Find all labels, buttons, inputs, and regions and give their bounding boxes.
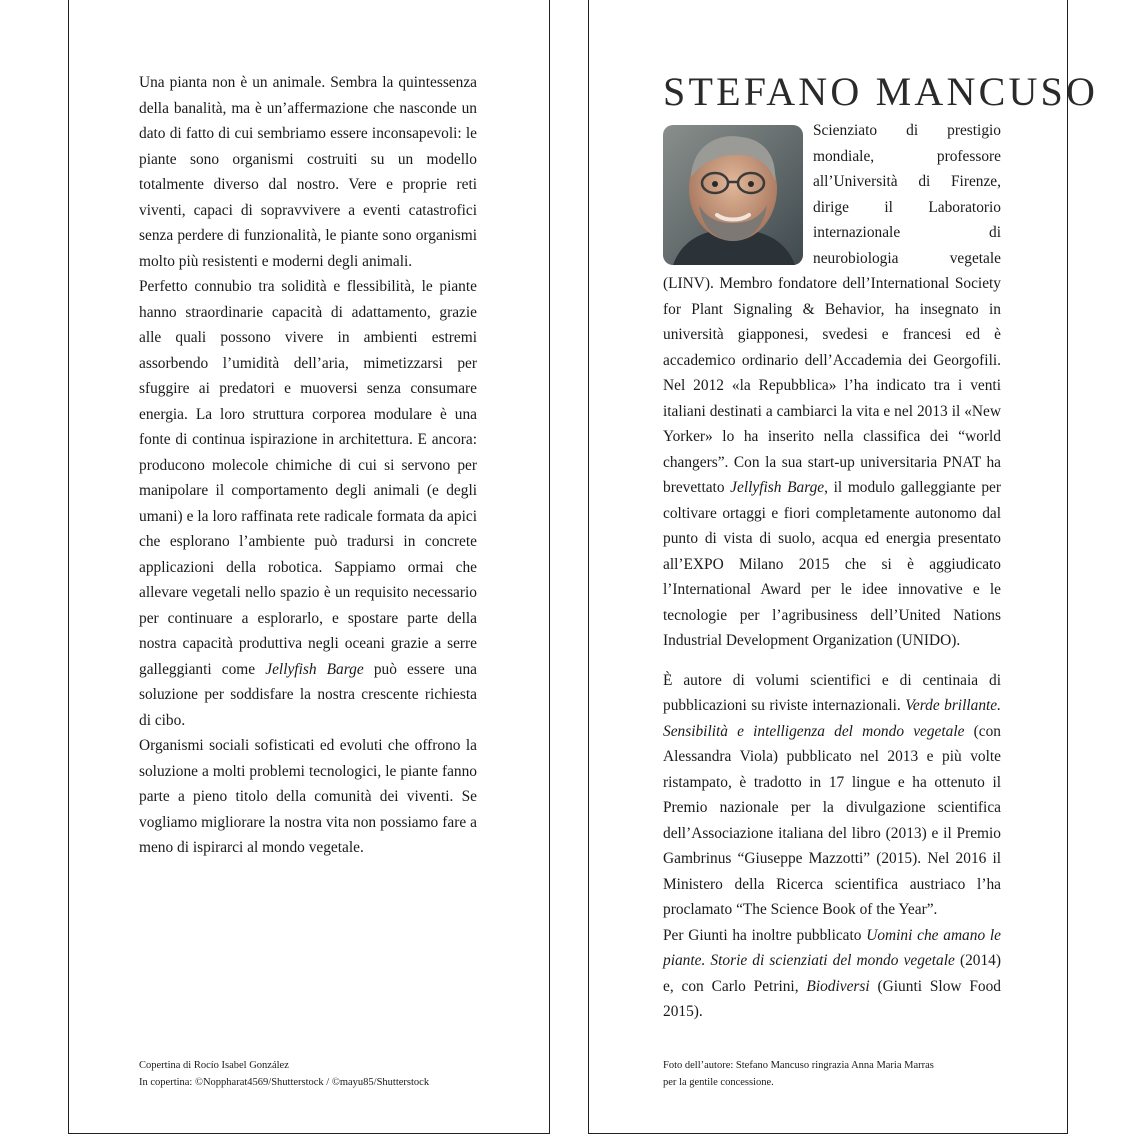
cover-credit-line-1: Copertina di Rocío Isabel González — [139, 1060, 289, 1071]
photo-spacer — [663, 118, 813, 270]
bio-3-text-b: (2014) e, con Carlo Petrini, — [663, 952, 1001, 995]
left-paragraph-1: Una pianta non è un animale. Sembra la quintessenza della banalità, ma è un’affermazione che nasconde un dato di fatto di cui sembriamo essere inconsapevoli: le piante sono organismi costruiti su un modello totalmente diverso dal nostro. Vere e proprie reti viventi, capaci di sopravvivere a eventi catastrofici senza perdere di funzionalità, le piante sono organismi molto più resistenti e moderni degli animali. — [139, 74, 477, 270]
left-paragraph-2-text-b: può essere una soluzione per soddisfare la nostra crescente richiesta di cibo. — [139, 660, 477, 729]
bio-paragraph-3 — [663, 923, 1001, 1025]
left-paragraph-2 — [139, 274, 477, 733]
bio-3-italic-1: Uomini che amano le piante. Storie di scienziati del mondo vegetale — [663, 926, 1001, 969]
bio-2-italic: Verde brillante. Sensibilità e intelligenza del mondo vegetale — [663, 697, 1001, 740]
left-paragraph-2-italic: Jellyfish Barge — [265, 660, 364, 678]
bio-1-text-a: Scienziato di prestigio mondiale, professore all’Università di Firenze, dirige il Laboratorio internazionale di neurobiologia vegetale (LINV). Membro fondatore dell’International Society for Plant Signaling & Behavior, ha insegnato in università giapponesi, svedesi e francesi ed è accademico ordinario dell’Accademia dei Georgofili. Nel 2012 «la Repubblica» l’ha indicato tra i venti italiani destinati a cambiarci la vita e nel 2013 il «New Yorker» lo ha inserito nella classifica dei “world changers”. Con la sua start-up universitaria PNAT ha brevettato — [663, 122, 1001, 496]
bio-3-text-a: Per Giunti ha inoltre pubblicato — [663, 926, 867, 944]
bio-2-text-b: (con Alessandra Viola) pubblicato nel 2013 e più volte ristampato, è tradotto in 17 lingue e ha ottenuto il Premio nazionale per la divulgazione scientifica dell’Associazione italiana del libro (2013) e il Premio Gambrinus “Giuseppe Mazzotti” (2015). Nel 2016 il Ministero della Ricerca scientifica austriaco l’ha proclamato “The Science Book of the Year”. — [663, 722, 1001, 918]
bio-2-text-a: È autore di volumi scientifici e di centinaia di pubblicazioni su riviste internazionali. — [663, 671, 1001, 714]
left-paragraph-2-text-a: Perfetto connubio tra solidità e flessibilità, le piante hanno straordinarie capacità di adattamento, grazie alle quali possono vivere in ambienti estremi assorbendo l’umidità dell’aria, mimetizzarsi per sfuggire ai predatori e muoversi senza consumare energia. La loro struttura corporea modulare è una fonte di continua ispirazione in architettura. E ancora: producono molecole chimiche di cui si servono per manipolare il comportamento degli animali (e degli umani) e la loro raffinata rete radicale formata da apici che esplorano l’ambiente può tradursi in concrete applicazioni della robotica. Sappiamo ormai che allevare vegetali nello spazio è un requisito necessario per continuare a esplorarlo, e spostare parte della nostra capacità produttiva negli oceani grazie a serre galleggianti come — [139, 278, 477, 678]
left-paragraph-3: Organismi sociali sofisticati ed evoluti che offrono la soluzione a molti problemi tecnologici, le piante fanno parte a pieno titolo della comunità dei viventi. Se vogliamo migliorare la nostra vita non possiamo fare a meno di ispirarci al mondo vegetale. — [139, 737, 477, 856]
left-flap-text — [139, 70, 477, 861]
bio-3-text-c: (Giunti Slow Food 2015). — [663, 977, 1002, 1020]
photo-credits — [663, 1057, 934, 1091]
cover-credit-line-2: In copertina: ©Noppharat4569/Shutterstock / ©mayu85/Shutterstock — [139, 1077, 430, 1088]
cover-credits — [139, 1057, 429, 1091]
photo-credit-line-1: Foto dell’autore: Stefano Mancuso ringrazia Anna Maria Marras — [663, 1060, 934, 1071]
author-name: STEFANO MANCUSO — [663, 69, 1099, 114]
bio-1-italic: Jellyfish Barge — [730, 479, 825, 496]
bio-1-text-b: , il modulo galleggiante per coltivare ortaggi e fiori completamente autonomo dal punto di vista di suolo, acqua ed energia presentato all’EXPO Milano 2015 che si è aggiudicato l’International Award per le idee innovative e le tecnologie per l’agribusiness dell’United Nations Industrial Development Organization (UNIDO). — [663, 479, 1001, 649]
bio-paragraph-2 — [663, 668, 1001, 923]
bio-3-italic-2: Biodiversi — [806, 977, 870, 995]
author-bio — [663, 118, 1001, 1025]
photo-credit-line-2: per la gentile concessione. — [663, 1077, 774, 1088]
